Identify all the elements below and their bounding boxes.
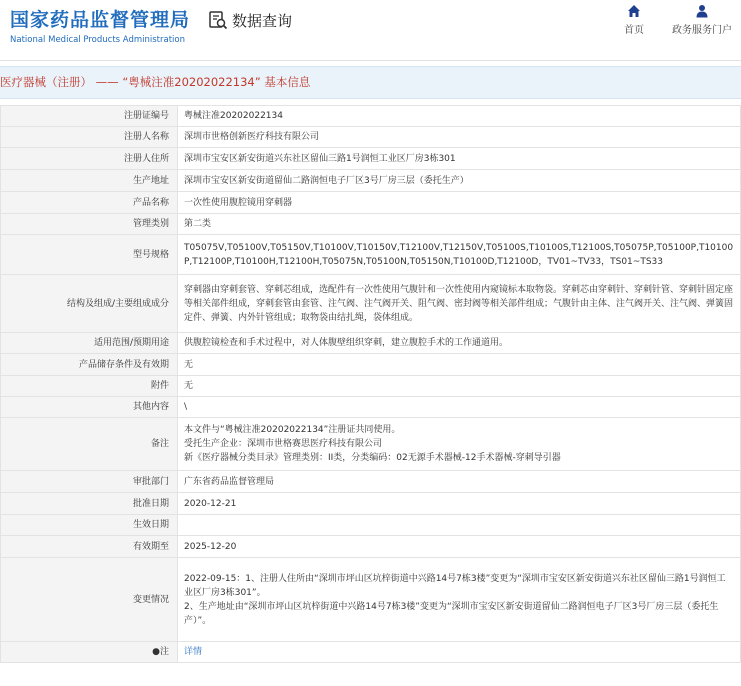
field-label: 附件 xyxy=(1,376,178,397)
field-label: 审批部门 xyxy=(1,471,178,493)
field-label: 有效期至 xyxy=(1,536,178,558)
site-header xyxy=(0,0,741,61)
breadcrumb-suffix: 基本信息 xyxy=(264,75,311,89)
detail-row xyxy=(1,418,741,471)
field-value: 一次性使用腹腔镜用穿刺器 xyxy=(178,192,741,214)
field-value: 供腹腔镜检查和手术过程中，对人体腹壁组织穿刺，建立腹腔手术的工作通道用。 xyxy=(178,333,741,354)
field-label: 注册人住所 xyxy=(1,148,178,170)
field-value: 第二类 xyxy=(178,214,741,235)
nav-service-portal-label: 政务服务门户 xyxy=(672,25,732,36)
remark-line: 受托生产企业：深圳市世格赛思医疗科技有限公司 xyxy=(184,439,383,449)
field-value xyxy=(178,558,741,642)
field-label: 产品储存条件及有效期 xyxy=(1,354,178,376)
field-value xyxy=(178,418,741,471)
field-value: 深圳市世格创新医疗科技有限公司 xyxy=(178,127,741,148)
remark-line: 本文件与“粤械注准20202022134”注册证共同使用。 xyxy=(184,425,401,435)
nav-service-portal[interactable] xyxy=(672,4,732,36)
change-line: 2、生产地址由“深圳市坪山区坑梓街道中兴路14号7栋3楼”变更为“深圳市宝安区新安街道留仙二路润恒电子厂区3号厂房三层（委托生产）”。 xyxy=(184,601,719,626)
field-value: \ xyxy=(178,397,741,418)
user-icon xyxy=(695,4,709,18)
detail-row xyxy=(1,397,741,418)
detail-row xyxy=(1,333,741,354)
breadcrumb-record: “粤械注准20202022134” xyxy=(122,75,261,89)
remark-line: 新《医疗器械分类目录》管理类别：II类，分类编码：02无源手术器械-12手术器械-穿刺导引器 xyxy=(184,453,561,463)
detail-row xyxy=(1,536,741,558)
field-label: 其他内容 xyxy=(1,397,178,418)
site-logo[interactable] xyxy=(10,5,190,45)
field-label: 变更情况 xyxy=(1,558,178,642)
change-line: 2022-09-15：1、注册人住所由“深圳市坪山区坑梓街道中兴路14号7栋3楼”变更为“深圳市宝安区新安街道兴东社区留仙三路1号润恒工业区厂房3栋301”。 xyxy=(184,573,726,598)
field-label: 注册证编号 xyxy=(1,106,178,127)
detail-row xyxy=(1,642,741,663)
page-title-area xyxy=(208,8,292,32)
field-value xyxy=(178,515,741,536)
field-label: 生产地址 xyxy=(1,170,178,192)
field-label: 备注 xyxy=(1,418,178,471)
detail-row xyxy=(1,493,741,515)
breadcrumb-separator: —— xyxy=(95,75,119,89)
breadcrumb-category[interactable]: 医疗器械（注册） xyxy=(0,75,92,89)
page-title: 数据查询 xyxy=(232,11,293,30)
home-icon xyxy=(627,4,641,18)
field-label: ●注 xyxy=(1,642,178,663)
field-label: 管理类别 xyxy=(1,214,178,235)
field-label: 批准日期 xyxy=(1,493,178,515)
field-label: 注册人名称 xyxy=(1,127,178,148)
field-label: 型号规格 xyxy=(1,235,178,275)
field-value: T05075V,T05100V,T05150V,T10100V,T10150V,T12100V,T12150V,T05100S,T10100S,T12100S,T05075P,T05100P,T10100P,T12100P,T10100H,T12100H,T05075N,T05100N,T05150N,T10100D,T12100D，TV01~TV33，TS01~TS33 xyxy=(178,235,741,275)
field-label: 适用范围/预期用途 xyxy=(1,333,178,354)
field-value: 2025-12-20 xyxy=(178,536,741,558)
detail-row xyxy=(1,148,741,170)
field-value: 穿刺器由穿刺套管、穿刺芯组成，选配件有一次性使用气腹针和一次性使用内窥镜标本取物袋。穿刺芯由穿刺针、穿刺针管、穿刺针固定座等相关部件组成，穿刺套管由套管、注气阀、注气阀开关、阻气阀、密封阀等相关部件组成；气腹针由主体、注气阀开关、注气阀、弹簧固定件、弹簧、内外针管组成；取物袋由结扎绳，袋体组成。 xyxy=(178,275,741,333)
field-value: 粤械注准20202022134 xyxy=(178,106,741,127)
detail-row xyxy=(1,471,741,493)
details-link[interactable]: 详情 xyxy=(184,647,203,657)
field-label: 生效日期 xyxy=(1,515,178,536)
detail-row xyxy=(1,515,741,536)
field-value: 无 xyxy=(178,376,741,397)
detail-row xyxy=(1,127,741,148)
nav-home[interactable] xyxy=(624,4,644,36)
field-value: 深圳市宝安区新安街道兴东社区留仙三路1号润恒工业区厂房3栋301 xyxy=(178,148,741,170)
detail-row xyxy=(1,170,741,192)
detail-row xyxy=(1,192,741,214)
data-query-icon xyxy=(208,10,228,30)
detail-row xyxy=(1,354,741,376)
logo-chinese-name: 国家药品监督管理局 xyxy=(10,9,191,31)
field-label: 结构及组成/主要组成成分 xyxy=(1,275,178,333)
logo-english-name: National Medical Products Administration xyxy=(10,35,185,45)
nav-home-label: 首页 xyxy=(624,25,644,36)
detail-table xyxy=(0,105,741,663)
detail-row xyxy=(1,376,741,397)
field-label: 产品名称 xyxy=(1,192,178,214)
detail-row xyxy=(1,275,741,333)
detail-row xyxy=(1,558,741,642)
field-value: 深圳市宝安区新安街道留仙二路润恒电子厂区3号厂房三层（委托生产） xyxy=(178,170,741,192)
field-value: 无 xyxy=(178,354,741,376)
breadcrumb xyxy=(0,66,741,99)
detail-row xyxy=(1,214,741,235)
field-value: 广东省药品监督管理局 xyxy=(178,471,741,493)
detail-row xyxy=(1,106,741,127)
field-value: 2020-12-21 xyxy=(178,493,741,515)
detail-row xyxy=(1,235,741,275)
